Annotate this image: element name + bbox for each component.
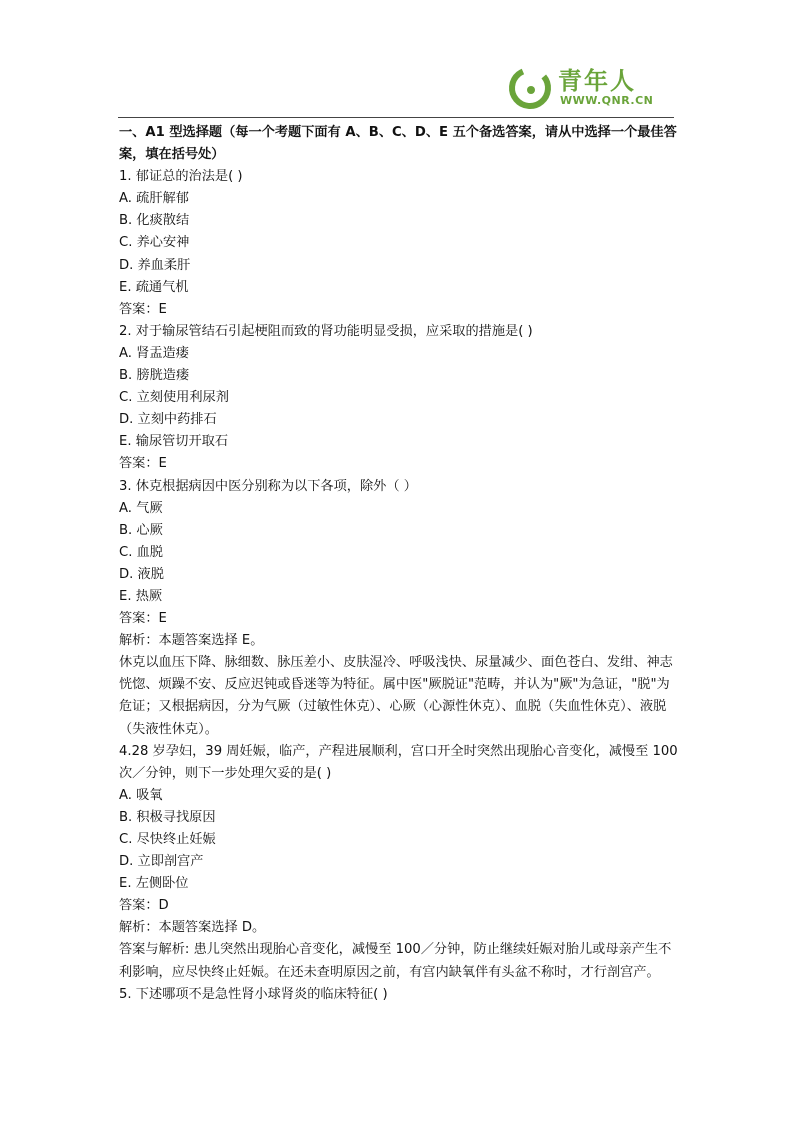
text-line: 2. 对于输尿管结石引起梗阻而致的肾功能明显受损，应采取的措施是( ) xyxy=(119,323,533,339)
section-heading: 一、A1 型选择题（每一个考题下面有 A、B、C、D、E 五个备选答案，请从中选择一个最佳答案，填在括号处） xyxy=(119,125,677,163)
text-line: C. 立刻使用利尿剂 xyxy=(119,390,229,406)
text-line: D. 液脱 xyxy=(119,566,164,582)
text-line: 答案：E xyxy=(119,301,167,317)
text-line: B. 化痰散结 xyxy=(119,213,190,229)
text-line: 5. 下述哪项不是急性肾小球肾炎的临床特征( ) xyxy=(119,986,388,1002)
text-line: 3. 休克根据病因中医分别称为以下各项，除外（ ） xyxy=(119,478,417,494)
text-line: B. 膀胱造瘘 xyxy=(119,368,190,384)
text-line: A. 疏肝解郁 xyxy=(119,191,189,207)
text-line: A. 肾盂造瘘 xyxy=(119,345,189,361)
text-line: E. 左侧卧位 xyxy=(119,876,189,892)
header-rule xyxy=(118,117,674,118)
qnr-logo xyxy=(508,66,660,110)
text-line: 答案：D xyxy=(119,898,169,914)
text-line: 1. 郁证总的治法是( ) xyxy=(119,169,243,185)
text-line: C. 尽快终止妊娠 xyxy=(119,832,216,847)
text-line: D. 立即剖宫产 xyxy=(119,854,204,870)
text-line: D. 养血柔肝 xyxy=(119,257,191,273)
text-line: 解析：本题答案选择 D。 xyxy=(119,920,266,936)
text-line: A. 气厥 xyxy=(119,500,163,516)
text-line: 答案与解析: 患儿突然出现胎心音变化，减慢至 100／分钟，防止继续妊娠对胎儿或母亲产生不利影响，应尽快终止妊娠。在还未查明原因之前，有宫内缺氧伴有头盆不称时，才行剖宫产。 xyxy=(119,942,672,980)
text-line: 答案：E xyxy=(119,611,167,627)
logo-mark-icon xyxy=(508,66,554,110)
text-line: E. 疏通气机 xyxy=(119,279,189,295)
text-line: 解析：本题答案选择 E。 xyxy=(119,633,264,649)
text-line: 答案：E xyxy=(119,456,167,472)
text-line: B. 心厥 xyxy=(119,522,163,538)
text-line: A. 吸氧 xyxy=(119,787,163,803)
text-line: C. 血脱 xyxy=(119,544,163,560)
text-line: D. 立刻中药排石 xyxy=(119,412,217,428)
text-line: E. 输尿管切开取石 xyxy=(119,434,229,450)
text-line: 休克以血压下降、脉细数、脉压差小、皮肤湿冷、呼吸浅快、尿量减少、面色苍白、发绀、神志恍惚、烦躁不安、反应迟钝或昏迷等为特征。属中医"厥脱证"范畴，并认为"厥"为急证，"脱"为危证；又根据病因，分为气厥（过敏性休克）、心厥（心源性休克）、血脱（失血性休克）、液脱（失液性休克）。 xyxy=(119,655,673,737)
logo-text: 青年人 xyxy=(558,67,636,95)
document-body xyxy=(119,122,679,1006)
text-line: 4.28 岁孕妇，39 周妊娠，临产，产程进展顺利，宫口开全时突然出现胎心音变化，减慢至 100 次／分钟，则下一步处理欠妥的是( ) xyxy=(119,743,678,781)
text-line: C. 养心安神 xyxy=(119,235,190,251)
text-line: E. 热厥 xyxy=(119,588,163,604)
text-line: B. 积极寻找原因 xyxy=(119,809,216,825)
logo-url: WWW.QNR.CN xyxy=(560,94,654,107)
